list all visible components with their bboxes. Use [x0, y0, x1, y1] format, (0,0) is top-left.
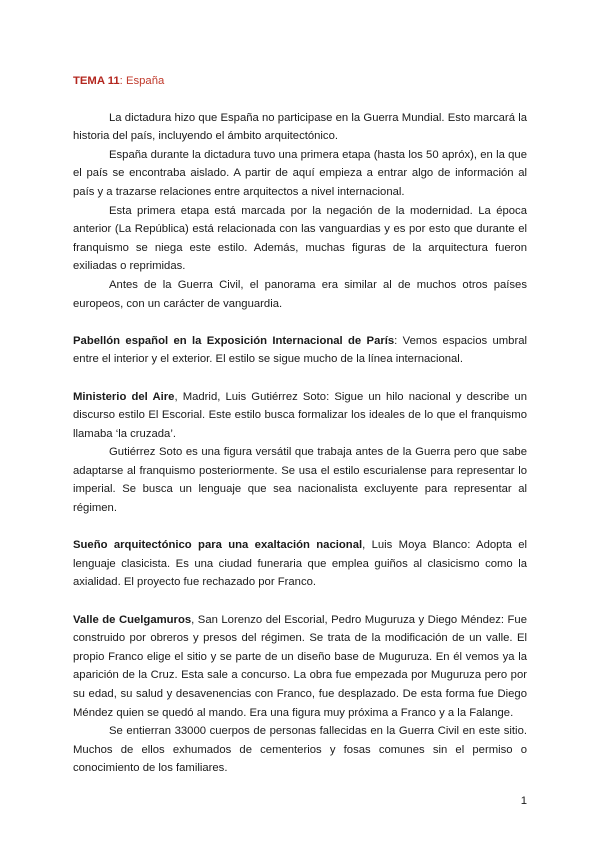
section-heading: Sueño arquitectónico para una exaltación nacional — [73, 539, 363, 552]
topic-name: España — [122, 75, 165, 87]
section-pabellon — [73, 332, 527, 369]
section-ministerio-del-aire — [73, 388, 527, 518]
topic-label: TEMA 11 — [73, 75, 120, 87]
intro-paragraph-2: España durante la dictadura tuvo una primera etapa (hasta los 50 apróx), en la que el país se encontraba aislado. A partir de aquí empieza a entrar algo de información al país y a trazarse relaciones entre arquitectos a nivel internacional. — [73, 148, 527, 198]
section-paragraph: Se entierran 33000 cuerpos de personas fallecidas en la Guerra Civil en este sitio. Muchos de ellos exhumados de cementerios y fosas comunes sin el permiso o conocimiento de los familiares. — [73, 725, 527, 775]
section-lead-text: : Vemos espacios umbral entre el interior y el exterior. El estilo se sigue mucho de la línea internacional. — [73, 334, 527, 366]
section-paragraph — [73, 611, 527, 723]
section-lead-text: , San Lorenzo del Escorial, Pedro Muguruza y Diego Méndez: Fue construido por obreros y presos del régimen. Se trata de la modificación de un valle. El propio Franco elige el sitio y se parte de un diseño base de Muguruza. En él vemos ya la aparición de la Cruz. Esta sale a concurso. La obra fue empezada por Muguruza pero por su edad, su salud y desavenencias con Franco, fue desplazado. De esta forma fue Diego Méndez quien se quedó al mando. Era una figura muy próxima a Franco y a la Falange. — [73, 613, 527, 719]
section-lead-text: , Madrid, Luis Gutiérrez Soto: Sigue un hilo nacional y describe un discurso estilo El Escorial. Este estilo busca formalizar los ideales de lo que el franquismo llamaba ‘la cruzada’. — [73, 390, 528, 440]
section-heading: Valle de Cuelgamuros — [73, 613, 192, 626]
section-heading: Pabellón español en la Exposición Internacional de París — [73, 334, 395, 347]
section-paragraph — [73, 388, 527, 444]
section-paragraph — [73, 332, 527, 369]
intro-block — [73, 109, 527, 314]
section-paragraph: Gutiérrez Soto es una figura versátil que trabaja antes de la Guerra pero que sabe adaptarse al franquismo posteriormente. Se usa el estilo escurialense para representar lo imperial. Se busca un lenguaje que sea nacionalista excluyente para representar al régimen. — [73, 446, 527, 515]
topic-separator: : — [119, 75, 123, 87]
intro-paragraph-4: Antes de la Guerra Civil, el panorama era similar al de muchos otros países europeos, con un carácter de vanguardia. — [73, 278, 527, 310]
intro-paragraph-3: Esta primera etapa está marcada por la negación de la modernidad. La época anterior (La República) está relacionada con las vanguardias y es por esto que durante el franquismo se niega este estilo. Además, muchas figuras de la arquitectura fueron exiliadas o reprimidas. — [73, 204, 527, 273]
section-sueno-arquitectonico — [73, 536, 527, 592]
section-paragraph — [73, 536, 527, 592]
section-valle-de-cuelgamuros — [73, 611, 527, 778]
section-lead-text: , Luis Moya Blanco: Adopta el lenguaje clasicista. Es una ciudad funeraria que emplea guiños al clasicismo como la axialidad. El proyecto fue rechazado por Franco. — [73, 539, 527, 589]
page-title — [73, 72, 527, 91]
document-page — [73, 72, 527, 778]
section-heading: Ministerio del Aire — [73, 390, 175, 403]
page-number: 1 — [520, 795, 527, 807]
intro-paragraph-1: La dictadura hizo que España no participase en la Guerra Mundial. Esto marcará la historia del país, incluyendo el ámbito arquitectónico. — [73, 111, 527, 143]
